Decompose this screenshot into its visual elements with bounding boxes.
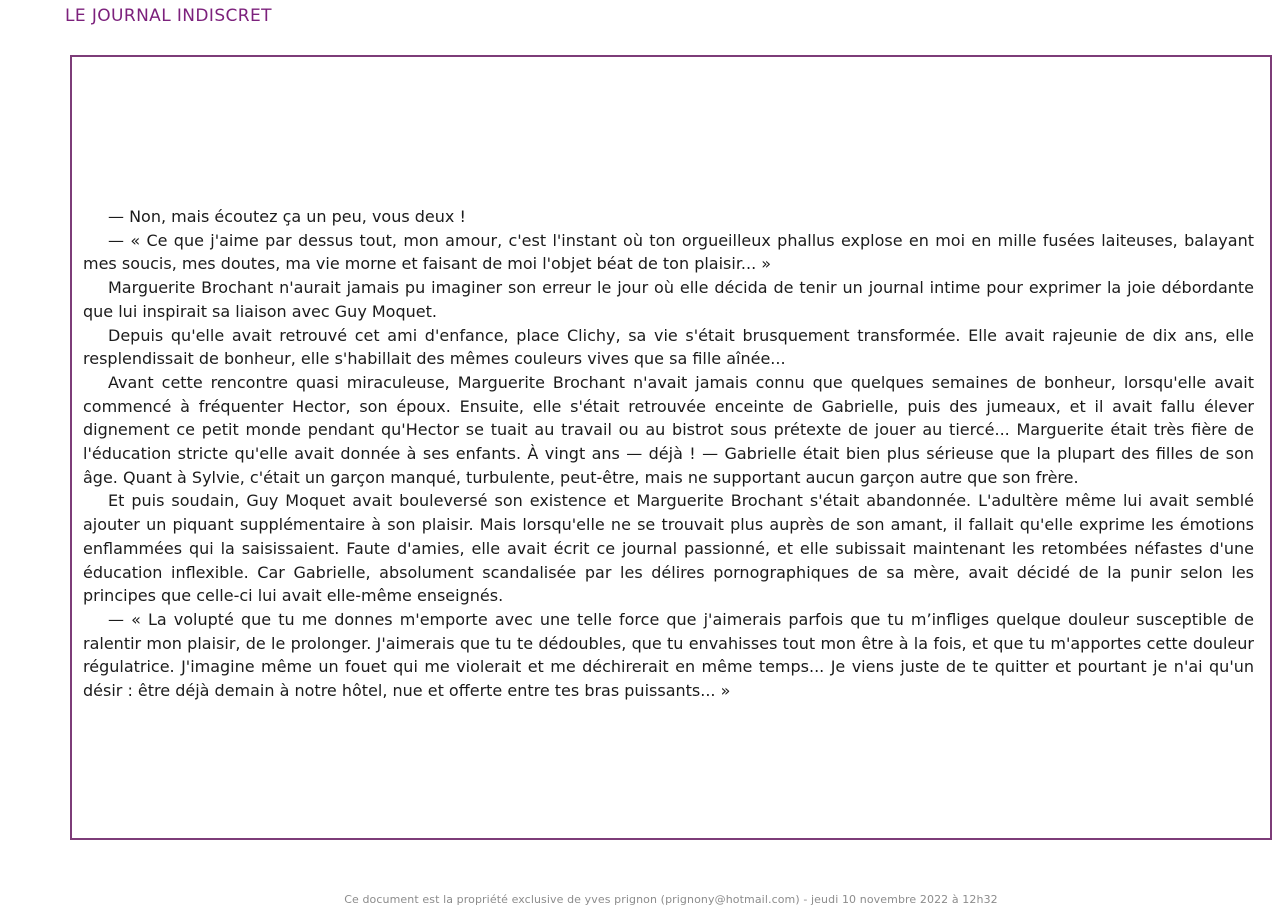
paragraph: Et puis soudain, Guy Moquet avait bouleversé son existence et Marguerite Brochant s'était abandonnée. L'adultère même lui avait semblé ajouter un piquant supplémentaire à son plaisir. Mais lorsqu'elle ne se trouvait plus auprès de son amant, il fallait qu'elle exprime les émotions enflammées qui la saisissaient. Faute d'amies, elle avait écrit ce journal passionné, et elle subissait maintenant les retombées néfastes d'une éducation inflexible. Car Gabrielle, absolument scandalisée par les délires pornographiques de sa mère, avait décidé de la punir selon les principes que celle-ci lui avait elle-même enseignés. [83,491,1254,606]
document-frame [70,55,1272,840]
footer-container [70,888,1272,905]
paragraph: — « Ce que j'aime par dessus tout, mon amour, c'est l'instant où ton orgueilleux phallus explose en moi en mille fusées laiteuses, balayant mes soucis, mes doutes, ma vie morne et faisant de moi l'objet béat de ton plaisir... » [83,230,1254,274]
paragraph: — Non, mais écoutez ça un peu, vous deux ! [108,207,466,226]
footer-note: Ce document est la propriété exclusive de yves prignon (prignony@hotmail.com) - jeudi 10 novembre 2022 à 12h32 [344,893,998,905]
page-title: LE JOURNAL INDISCRET [65,6,272,26]
paragraph: — « La volupté que tu me donnes m'emporte avec une telle force que j'aimerais parfois que tu m’infliges quelque douleur susceptible de ralentir mon plaisir, de le prolonger. J'aimerais que tu te dédoubles, que tu envahisses tout mon être à la fois, et que tu m'apportes cette douleur régulatrice. J'imagine même un fouet qui me violerait et me déchirerait en même temps... Je viens juste de te quitter et pourtant je n'ai qu'un désir : être déjà demain à notre hôtel, nue et offerte entre tes bras puissants... » [83,609,1254,701]
paragraph: Depuis qu'elle avait retrouvé cet ami d'enfance, place Clichy, sa vie s'était brusquement transformée. Elle avait rajeunie de dix ans, elle resplendissait de bonheur, elle s'habillait des mêmes couleurs vives que sa fille aînée... [83,325,1254,369]
document-body [72,205,1270,703]
paragraph: Marguerite Brochant n'aurait jamais pu imaginer son erreur le jour où elle décida de tenir un journal intime pour exprimer la joie débordante que lui inspirait sa liaison avec Guy Moquet. [83,278,1254,321]
paragraph: Avant cette rencontre quasi miraculeuse, Marguerite Brochant n'avait jamais connu que quelques semaines de bonheur, lorsqu'elle avait commencé à fréquenter Hector, son époux. Ensuite, elle s'était retrouvée enceinte de Gabrielle, puis des jumeaux, et il avait fallu élever dignement ce petit monde pendant qu'Hector se tuait au travail ou au bistrot sous prétexte de jouer au tiercé... Marguerite était très fière de l'éducation stricte qu'elle avait donnée à ses enfants. À vingt ans — déjà ! — Gabrielle était bien plus sérieuse que la plupart des filles de son âge. Quant à Sylvie, c'était un garçon manqué, turbulente, peut-être, mais ne supportant aucun garçon autre que son frère. [83,372,1254,487]
